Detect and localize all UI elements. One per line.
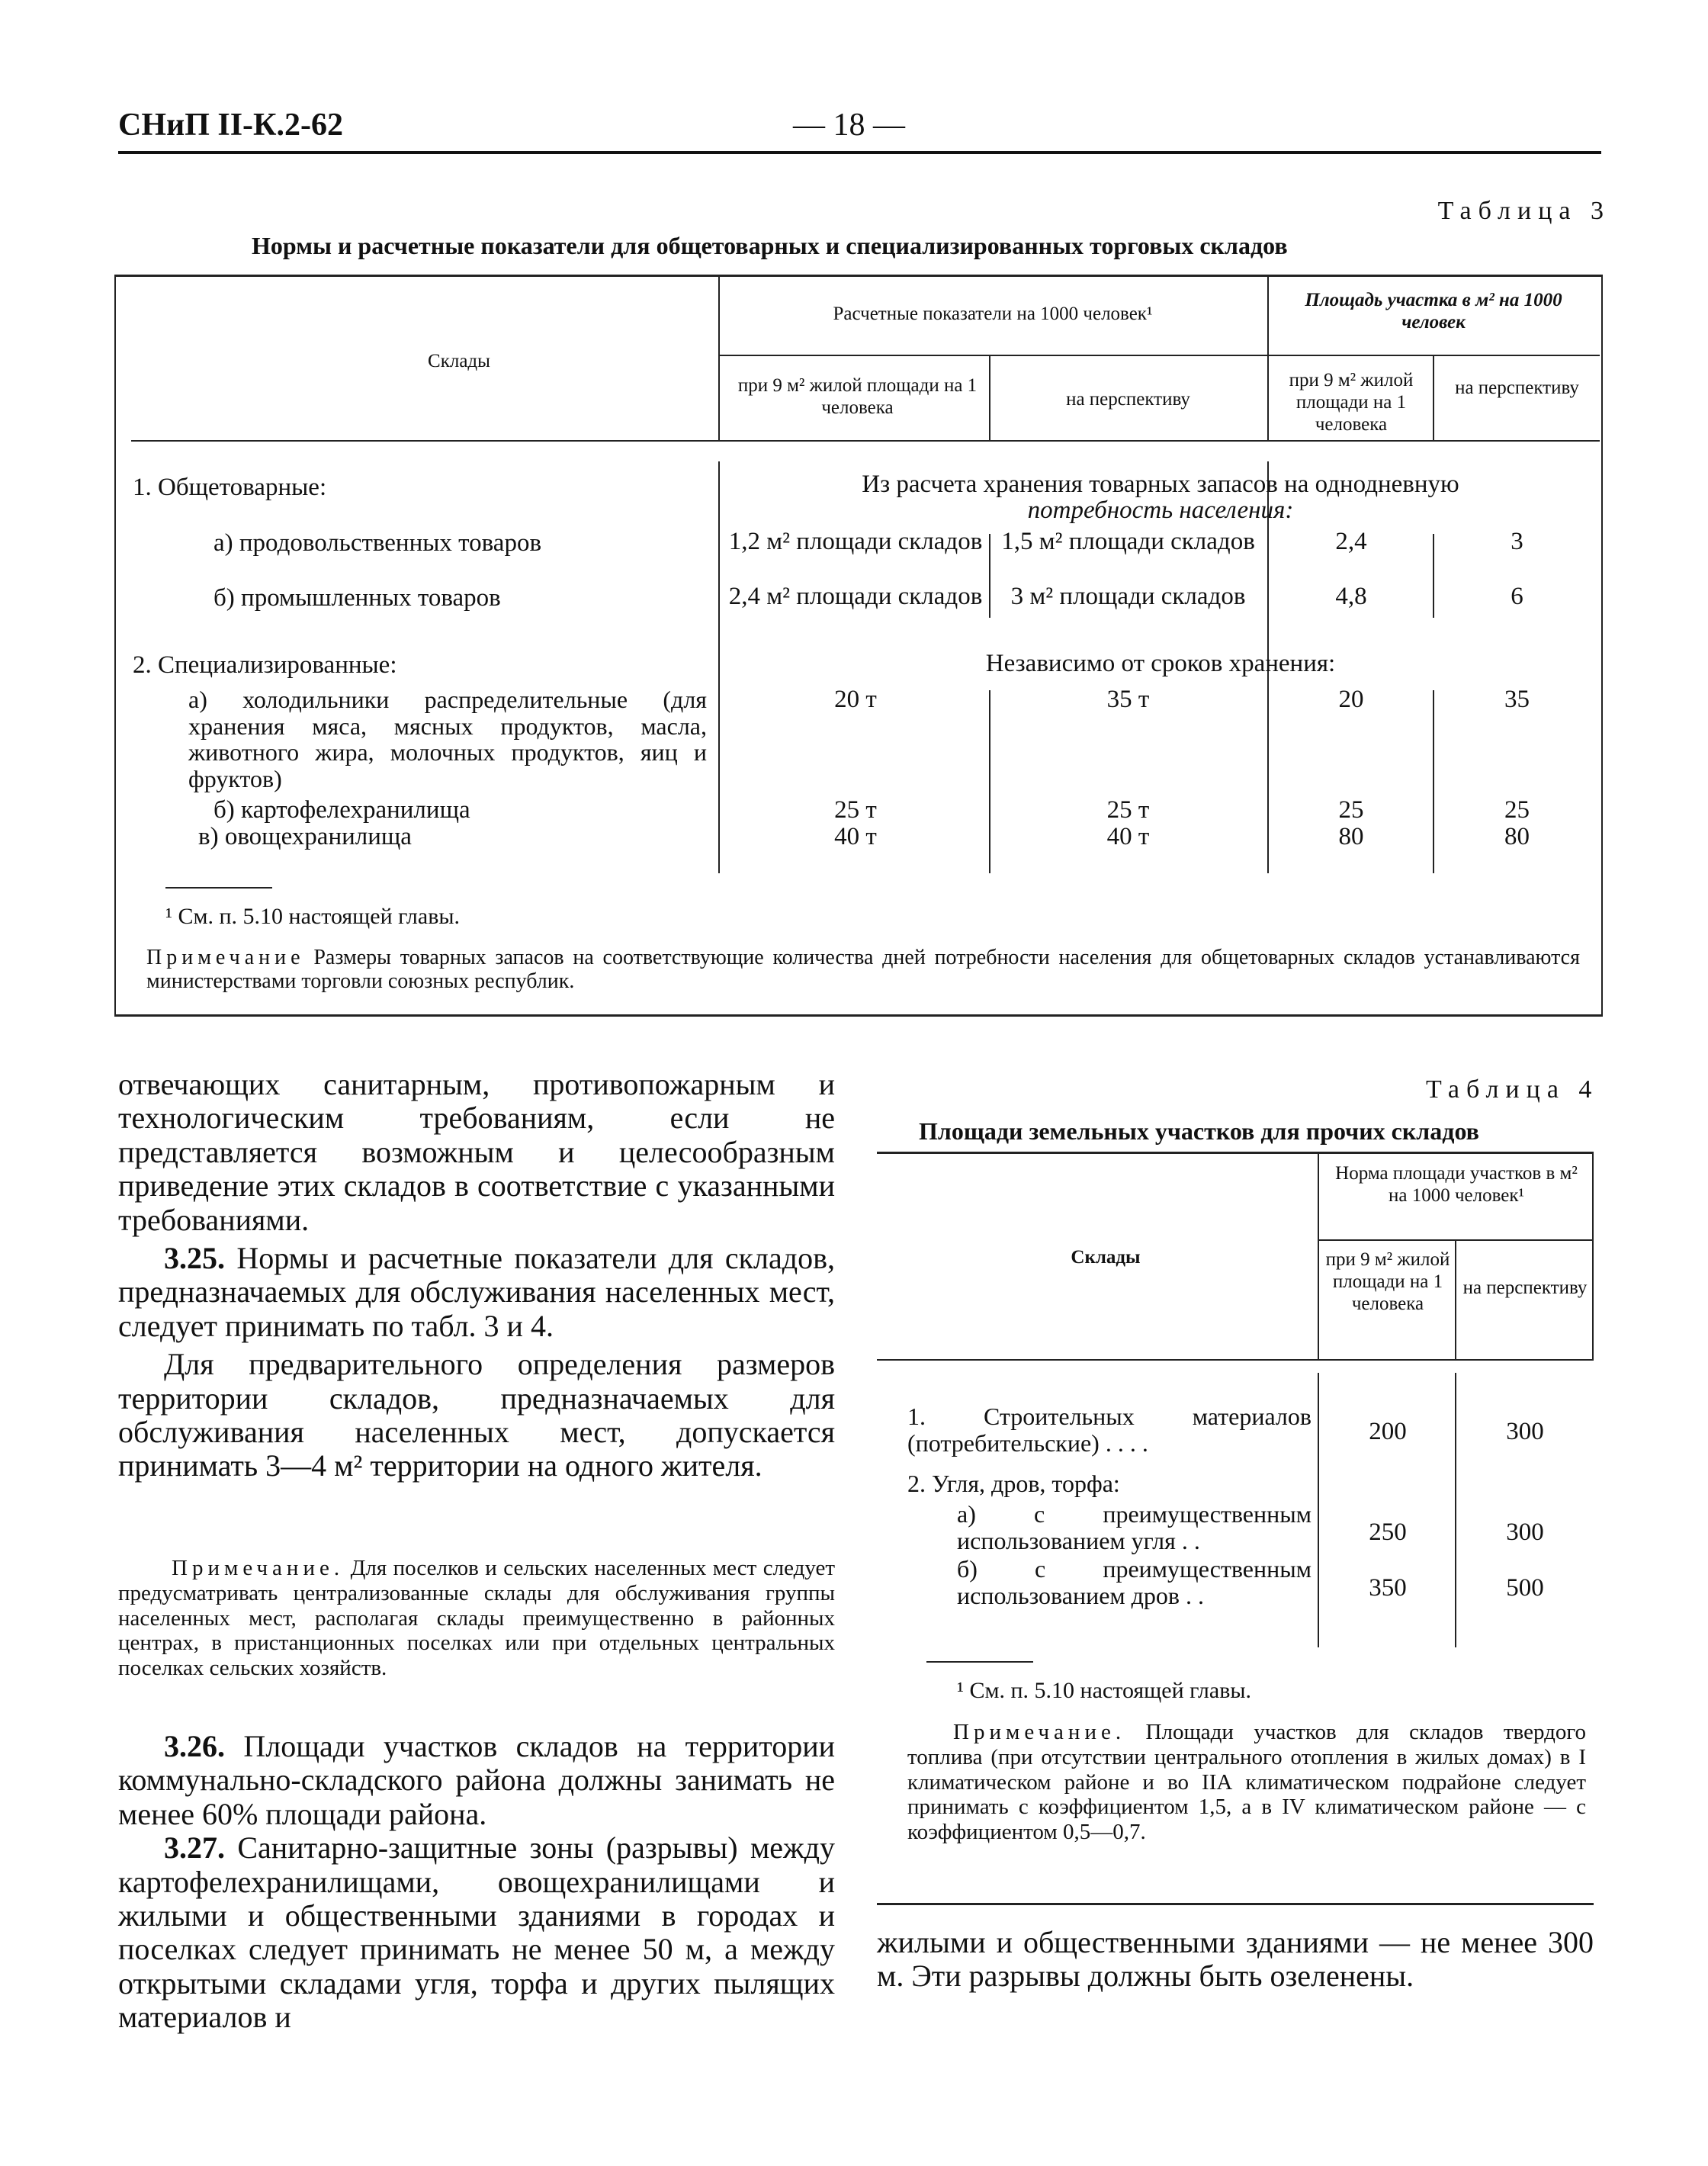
table3-vline <box>718 275 720 441</box>
cell-value: 35 т <box>1106 686 1150 713</box>
col-norm: Норма площади участков в м² на 1000 человек¹ <box>1335 1163 1578 1206</box>
table4-vline <box>1318 1373 1319 1647</box>
cell-value: 200 <box>1369 1418 1407 1445</box>
row-group-specialized: 2. Специализированные: <box>133 651 397 679</box>
group-note: Из расчета хранения товарных запасов на однодневную <box>862 471 1459 498</box>
table3-vline <box>989 355 990 441</box>
right-column-text: жилыми и общественными зданиями — не менее 300 м. Эти разрывы должны быть озеленены. <box>877 1925 1594 1994</box>
table3 <box>114 275 1603 1017</box>
row-label: б) промышленных товаров <box>214 584 501 612</box>
table4-header-bottom-rule <box>877 1359 1594 1361</box>
sub-col-9m: при 9 м² жилой площади на 1 человека <box>737 375 978 418</box>
cell-value: 500 <box>1506 1574 1544 1602</box>
row-group-general: 1. Общетоварные: <box>133 474 327 501</box>
cell-value: 2,4 м² площади складов <box>728 583 983 610</box>
table4-vline <box>1455 1239 1456 1359</box>
header-rule <box>118 151 1601 154</box>
group-note: Независимо от сроков хранения: <box>985 650 1336 677</box>
clause-text: Площади участков складов на территории коммунально-складского района должны занимать не менее 60% площади района. <box>118 1729 836 1831</box>
paragraph: Для предварительного определения размеров территории складов, предназначаемых для обслуживания населенных мест, допускается принимать 3—4 м² территории на одного жителя. <box>118 1347 835 1483</box>
cell-value: 3 м² площади складов <box>1010 583 1246 610</box>
sub-col-9m: при 9 м² жилой площади на 1 человека <box>1289 370 1414 435</box>
left-note <box>118 1556 835 1681</box>
clause-text: Нормы и расчетные показатели для складов, предназначаемых для обслуживания населенных мест, следует принимать по табл. 3 и 4. <box>118 1240 835 1343</box>
cell-value: 80 <box>1338 823 1364 850</box>
table4-vline <box>1592 1152 1594 1359</box>
page-number: — 18 — <box>793 108 905 143</box>
sub-col-perspective: на перспективу <box>1455 378 1579 398</box>
table3-vline <box>1433 690 1434 873</box>
sub-col-perspective: на перспективу <box>1462 1277 1588 1298</box>
cell-value: 2,4 <box>1335 528 1367 555</box>
table4-top-rule <box>877 1152 1594 1154</box>
cell-value: 40 т <box>834 823 877 850</box>
col-warehouses: Склады <box>1071 1247 1141 1268</box>
footnote-rule <box>926 1661 1033 1663</box>
paragraph-3-27 <box>118 1831 835 2034</box>
left-column <box>118 1068 835 1483</box>
col-indicators: Расчетные показатели на 1000 человек¹ <box>833 304 1153 324</box>
note-label: Примечание. <box>172 1556 345 1580</box>
note-label: Примечание <box>146 946 305 969</box>
document-code: СНиП II-К.2-62 <box>118 108 343 143</box>
sub-col-perspective: на перспективу <box>1066 389 1190 410</box>
table4-vline <box>1318 1152 1319 1359</box>
table3-vline <box>989 690 990 873</box>
cell-value: 35 <box>1504 686 1530 713</box>
note-label: Примечание. <box>953 1720 1126 1744</box>
table3-vline <box>1433 355 1434 441</box>
sub-col-9m: при 9 м² жилой площади на 1 человека <box>1325 1249 1450 1314</box>
table4-title: Площади земельных участков для прочих складов <box>919 1117 1479 1145</box>
cell-value: 25 <box>1504 796 1530 824</box>
row-label: 1. Строительных материалов (потребительские) . . . . <box>907 1403 1312 1457</box>
group-note: потребность населения: <box>1027 497 1294 524</box>
table4-vline <box>1455 1373 1456 1647</box>
note-text: Размеры товарных запасов на соответствующие количества дней потребности населения для общетоварных складов устанавливаются министерствами торговли союзных республик. <box>146 946 1580 994</box>
table4-bottom-rule <box>877 1903 1594 1905</box>
table3-title: Нормы и расчетные показатели для общетоварных и специализированных торговых складов <box>252 232 1288 259</box>
cell-value: 3 <box>1511 528 1523 555</box>
cell-value: 300 <box>1506 1518 1544 1546</box>
cell-value: 80 <box>1504 823 1530 850</box>
cell-value: 250 <box>1369 1518 1407 1546</box>
table3-top-rule <box>116 275 1601 277</box>
footnote-rule <box>165 887 272 889</box>
table3-footnote: ¹ См. п. 5.10 настоящей главы. <box>165 904 461 929</box>
col-area: Площадь участка в м² на 1000 человек <box>1305 290 1562 333</box>
row-label: 2. Угля, дров, торфа: <box>907 1470 1120 1497</box>
cell-value: 4,8 <box>1335 583 1367 610</box>
row-label: а) с преимущественным использованием угля . . <box>957 1500 1312 1554</box>
row-label: а) холодильники распределительные (для хранения мяса, мясных продуктов, масла, животного жира, молочных продуктов, яиц и фруктов) <box>188 686 707 792</box>
cell-value: 1,2 м² площади складов <box>728 528 983 555</box>
cell-value: 20 <box>1338 686 1364 713</box>
table3-header-bottom-rule <box>131 440 1600 442</box>
cell-value: 40 т <box>1106 823 1150 850</box>
cell-value: 25 т <box>1106 796 1150 824</box>
paragraph-3-26 <box>118 1730 835 1831</box>
table3-note <box>146 946 1580 994</box>
table4-label: Таблица 4 <box>1426 1075 1599 1104</box>
col-warehouses: Склады <box>428 351 490 371</box>
row-label: в) овощехранилища <box>198 823 412 850</box>
table4 <box>877 1152 1594 1914</box>
row-label: а) продовольственных товаров <box>214 529 542 557</box>
note-text: Для поселков и сельских населенных мест следует предусматривать централизованные склады для обслуживания группы населенных мест, располагая склады преимущественно в районных центрах, в пристанционных поселках или при отдельных центральных поселках сельских хозяйств. <box>118 1556 836 1681</box>
cell-value: 25 т <box>834 796 877 824</box>
table3-vline <box>1267 275 1269 441</box>
table3-vline <box>1433 534 1434 618</box>
cell-value: 300 <box>1506 1418 1544 1445</box>
table3-label: Таблица 3 <box>1437 197 1610 225</box>
cell-value: 350 <box>1369 1574 1407 1602</box>
cell-value: 6 <box>1511 583 1523 610</box>
cell-value: 1,5 м² площади складов <box>1001 528 1255 555</box>
table3-hline <box>718 355 1600 356</box>
paragraph-3-25 <box>118 1242 835 1343</box>
table4-note <box>907 1720 1586 1845</box>
clause-number: 3.27. <box>164 1830 225 1866</box>
cell-value: 20 т <box>834 686 877 713</box>
clause-number: 3.26. <box>164 1729 225 1763</box>
left-column-lower <box>118 1730 835 2035</box>
table3-vline <box>989 534 990 618</box>
table4-footnote: ¹ См. п. 5.10 настоящей главы. <box>957 1678 1252 1703</box>
clause-text: Санитарно-защитные зоны (разрывы) между картофелехранилищами, овощехранилищами и жилыми и общественными зданиями в городах и поселках следует принимать не менее 50 м, а между открытыми складами угля, торфа и других пылящих материалов и <box>118 1830 835 2035</box>
paragraph: отвечающих санитарным, противопожарным и технологическим требованиям, если не представляется возможным и целесообразным приведение этих складов в соответствие с указанными требованиями. <box>118 1067 835 1237</box>
note-text: Площади участков для складов твердого топлива (при отсутствии центрального отопления в жилых домах) в I климатическом районе и во IIА климатическом подрайоне следует принимать с коэффициентом 1,5, а в IV климатическом районе — с коэффициентом 0,5—0,7. <box>907 1720 1586 1845</box>
cell-value: 25 <box>1338 796 1364 824</box>
table3-vline <box>718 461 720 873</box>
clause-number: 3.25. <box>164 1240 225 1275</box>
row-label: б) с преимущественным использованием дров . . <box>957 1555 1312 1609</box>
row-label: б) картофелехранилища <box>214 796 470 824</box>
